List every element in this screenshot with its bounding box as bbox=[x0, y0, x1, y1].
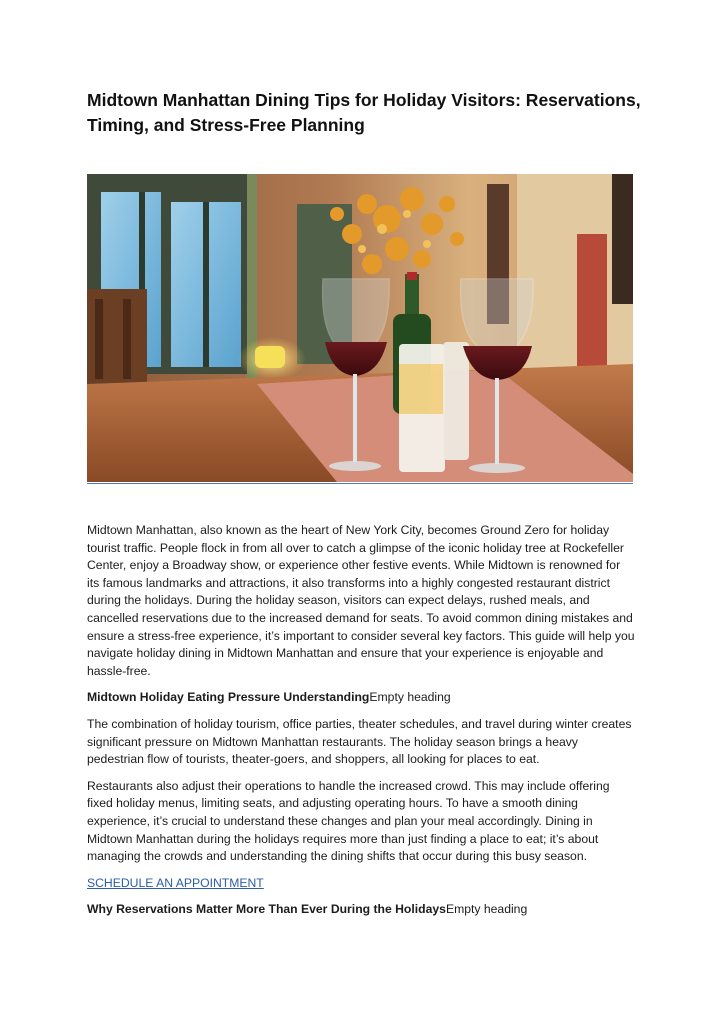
section-heading-1-text: Midtown Holiday Eating Pressure Understanding bbox=[87, 690, 370, 705]
section-heading-2-suffix: Empty heading bbox=[445, 902, 528, 917]
section-heading-2-text: Why Reservations Matter More Than Ever During the Holidays bbox=[87, 902, 446, 917]
image-divider bbox=[87, 483, 633, 484]
section-heading-1 bbox=[87, 689, 635, 707]
article-title: Midtown Manhattan Dining Tips for Holiday Visitors: Reservations, Timing, and Stress-Free Planning bbox=[87, 90, 641, 135]
section-1-paragraph-2: Restaurants also adjust their operations to handle the increased crowd. This may include offering fixed holiday menus, limiting seats, and adjusting operating hours. To have a smooth dining experience, it’s crucial to understand these changes and plan your meal accordingly. Dining in Midtown Manhattan during the holidays requires more than just finding a place to eat; it’s about managing the crowds and understanding the dining shifts that occur during this busy season. bbox=[87, 778, 610, 864]
section-1-paragraph-1: The combination of holiday tourism, office parties, theater schedules, and travel during winter creates significant pressure on Midtown Manhattan restaurants. The holiday season brings a heavy pedestrian flow of tourists, theater-goers, and shoppers, all looking for places to eat. bbox=[87, 716, 632, 767]
schedule-appointment-link[interactable]: SCHEDULE AN APPOINTMENT bbox=[87, 875, 264, 890]
section-heading-1-suffix: Empty heading bbox=[369, 690, 451, 705]
article-body bbox=[87, 522, 635, 928]
cta-paragraph bbox=[87, 875, 635, 893]
intro-paragraph: Midtown Manhattan, also known as the heart of New York City, becomes Ground Zero for holiday tourist traffic. People flock in from all over to catch a glimpse of the iconic holiday tree at Rockefeller Center, enjoy a Broadway show, or experience other festive events. While Midtown is renowned for its famous landmarks and attractions, it also transforms into a highly congested restaurant district during the holidays. During the holiday season, visitors can expect delays, rushed meals, and cancelled reservations due to the increased demand for seats. To avoid common dining mistakes and ensure a stress-free experience, it’s important to consider several key factors. This guide will help you navigate holiday dining in Midtown Manhattan and ensure that your experience is enjoyable and hassle-free. bbox=[87, 523, 635, 678]
section-heading-2 bbox=[87, 901, 635, 919]
hero-image bbox=[87, 174, 633, 482]
